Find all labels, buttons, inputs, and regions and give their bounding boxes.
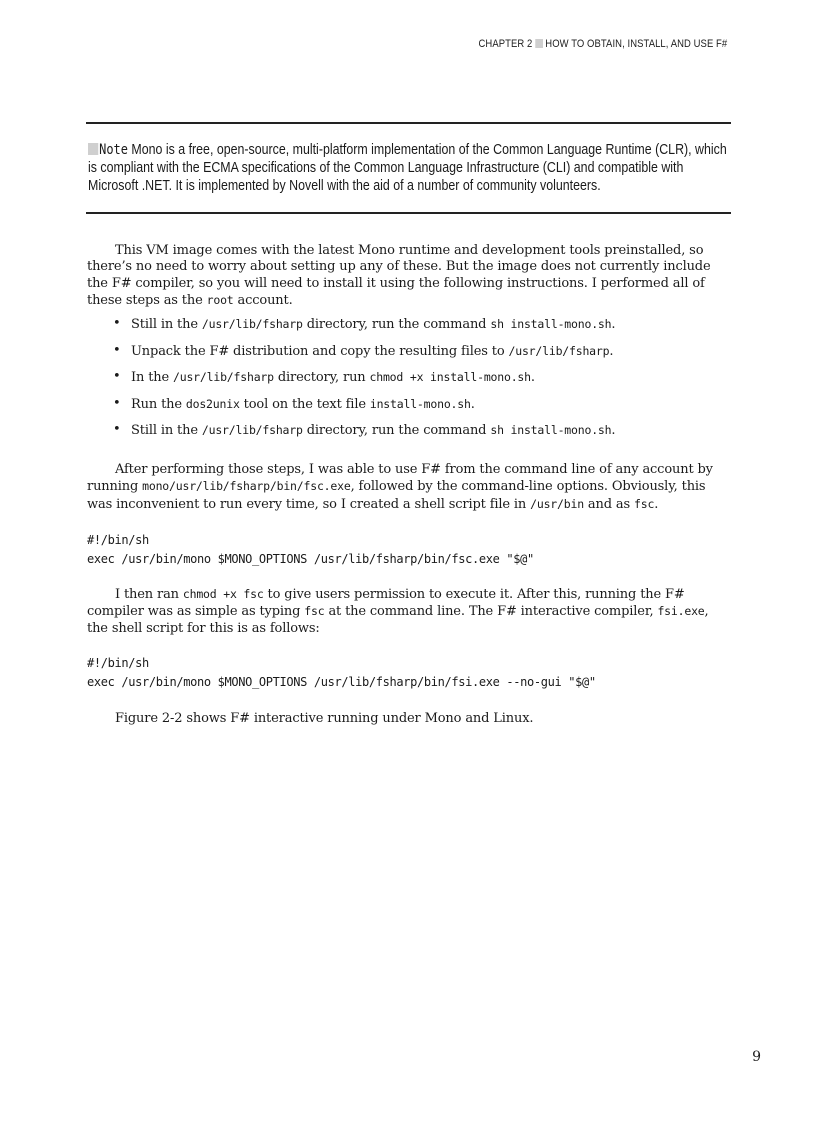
para3-text: at the command line. The F# interactive compiler,	[324, 604, 658, 620]
inline-code: install-mono.sh	[369, 396, 471, 411]
list-item: • In the /usr/lib/fsharp directory, run chmod +x install-mono.sh.	[113, 369, 535, 386]
note-body: Mono is a free, open-source, multi-platform implementation of the Common Language Runtime (CLR), which is compliant with the ECMA specifications of the Common Language Infrastructure (CLI) and compatible with Microsoft .NET. It is implemented by Novell with the aid of a number of community volunteers.	[88, 142, 727, 194]
para3-text: I then ran	[115, 587, 183, 602]
inline-code: root	[206, 292, 234, 307]
note-label: Note	[99, 142, 128, 158]
separator-square-icon	[535, 39, 543, 48]
inline-code: /usr/lib/fsharp	[201, 423, 303, 438]
inline-code: fsc	[634, 496, 655, 511]
inline-code: mono/usr/lib/fsharp/bin/fsc.exe	[142, 479, 351, 494]
code-block-fsi	[87, 654, 596, 692]
inline-code: fsc	[304, 604, 325, 619]
paragraph-chmod	[87, 586, 732, 637]
code-line: exec /usr/bin/mono $MONO_OPTIONS /usr/lib/fsharp/bin/fsc.exe "$@"	[87, 552, 534, 566]
list-item: • Still in the /usr/lib/fsharp directory, run the command sh install-mono.sh.	[113, 422, 616, 439]
inline-code: fsi.exe	[657, 604, 705, 619]
inline-code: sh install-mono.sh	[490, 423, 612, 438]
code-block-fsc	[87, 531, 534, 569]
paragraph-after-steps	[87, 462, 732, 513]
para1-text: account.	[233, 292, 293, 308]
para2-text: and as	[583, 496, 635, 512]
para3-text: to give users permission to execute it. After this, running the F# compiler was as simple as typing	[87, 587, 685, 620]
inline-code: dos2unix	[185, 396, 240, 411]
page-number: 9	[752, 1049, 761, 1065]
inline-code: chmod +x fsc	[182, 587, 264, 601]
bullet-icon: •	[113, 395, 121, 411]
bullet-icon: •	[113, 369, 121, 385]
inline-code: /usr/lib/fsharp	[173, 370, 274, 385]
bullet-icon: •	[113, 422, 121, 438]
code-line: #!/bin/sh	[87, 656, 149, 670]
chapter-label: CHAPTER 2	[478, 38, 533, 50]
list-item: • Run the dos2unix tool on the text file install-mono.sh.	[113, 395, 475, 412]
install-steps-list	[87, 316, 732, 449]
paragraph-vm-image	[87, 243, 732, 309]
bullet-icon: •	[113, 316, 121, 331]
para1-text: This VM image comes with the latest Mono runtime and development tools preinstalled, so there’s no need to worry about setting up any of these. But the image does not currently include the F# compiler, so you will need to install it using the following instructions. I performed all of these steps as the	[87, 243, 711, 308]
inline-code: /usr/lib/fsharp	[508, 343, 610, 358]
paragraph-figure-ref	[87, 711, 732, 727]
list-item: • Unpack the F# distribution and copy the resulting files to /usr/lib/fsharp.	[113, 342, 614, 359]
code-line: #!/bin/sh	[87, 533, 149, 547]
bullet-icon: •	[113, 342, 121, 358]
running-header	[478, 38, 727, 50]
note-box	[86, 122, 731, 214]
inline-code: sh install-mono.sh	[490, 317, 612, 331]
note-text	[88, 141, 731, 195]
para4-text: Figure 2-2 shows F# interactive running under Mono and Linux.	[115, 711, 534, 726]
note-square-icon	[88, 143, 98, 155]
inline-code: /usr/bin	[530, 496, 584, 511]
list-item: • Still in the /usr/lib/fsharp directory, run the command sh install-mono.sh.	[113, 316, 616, 332]
para2-text: , followed by the command-line options. Obviously, this was inconvenient to run every time, so I created a shell script file in	[87, 479, 706, 512]
inline-code: /usr/lib/fsharp	[201, 317, 303, 331]
chapter-title: HOW TO OBTAIN, INSTALL, AND USE F#	[544, 38, 727, 50]
inline-code: chmod +x install-mono.sh	[369, 370, 531, 385]
para3-text: , the shell script for this is as follows:	[87, 604, 709, 636]
para2-text: .	[654, 496, 659, 512]
code-line: exec /usr/bin/mono $MONO_OPTIONS /usr/lib/fsharp/bin/fsi.exe --no-gui "$@"	[87, 675, 596, 689]
para2-text: After performing those steps, I was able to use F# from the command line of any account by running	[87, 462, 713, 495]
